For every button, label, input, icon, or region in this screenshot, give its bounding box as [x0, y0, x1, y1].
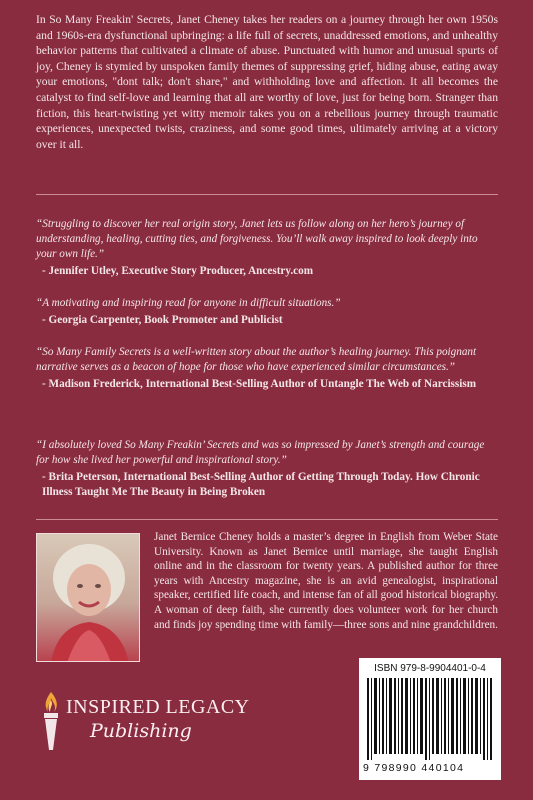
review-attribution: - Georgia Carpenter, Book Promoter and Publicist [42, 314, 283, 326]
torch-icon [38, 690, 64, 752]
publisher-logo [36, 690, 250, 770]
author-bio: Janet Bernice Cheney holds a master’s degree in English from Weber State University. Known as Janet Bernice until marriage, she taught English online and in the classroom for twenty years. A published author for three years with Ancestry magazine, she is an avid genealogist, inspirational speaker, certified life coach, and intense fan of all good historical biography. A woman of deep faith, she currently does volunteer work for her church and finds joy spending time with family—three sons and nine grandchildren. [154, 531, 498, 631]
publisher-subname: Publishing [90, 720, 192, 742]
review-quote-1 [36, 217, 498, 279]
barcode-icon [367, 678, 493, 760]
book-blurb: In So Many Freakin' Secrets, Janet Cheney takes her readers on a journey through her own 1950s and 1960s-era dysfunctional upbringing: a life full of secrets, unaddressed emotions, and unhealthy behavior patterns that cultivated a climate of abuse. Punctuated with humor and unusual spurts of joy, Cheney is stymied by unspoken family themes of suppressing grief, hiding abuse, eating away your emotions, "dont talk; don't share," and withholding love and affection. It all becomes the catalyst to find self-love and learning that all are worthy of love, just for being born. Stranger than fiction, this heart-twisting yet witty memoir takes you on a rebellious journey through traumatic experiences, unexpected twists, craziness, and some good times, ultimately arriving at a victory over it all. [36, 13, 498, 151]
review-text: “So Many Family Secrets is a well-written story about the author’s healing journey. This poignant narrative serves as a beacon of hope for those who have experienced similar circumstances.” [36, 346, 477, 373]
review-text: “A motivating and inspiring read for anyone in difficult situations.” [36, 297, 341, 309]
review-attribution: - Madison Frederick, International Best-Selling Author of Untangle The Web of Narcissism [42, 378, 477, 390]
author-portrait-illustration [37, 534, 140, 662]
publisher-name: INSPIRED LEGACY [66, 696, 250, 718]
review-attribution: - Jennifer Utley, Executive Story Producer, Ancestry.com [42, 265, 314, 277]
review-text: “Struggling to discover her real origin story, Janet lets us follow along on her hero’s journey of understanding, healing, cutting ties, and forgiveness. You’ll walk away inspired to look deeply into your own life.” [36, 218, 478, 260]
review-text: “I absolutely loved So Many Freakin’ Secrets and was so impressed by Janet’s strength and courage for how she lived her powerful and inspirational story.” [36, 439, 485, 466]
author-photo [36, 533, 140, 662]
review-quote-2 [36, 296, 498, 328]
review-quote-3 [36, 345, 498, 392]
review-attribution: - Brita Peterson, International Best-Selling Author of Getting Through Today. How Chronic Illness Taught Me The Beauty in Being Broken [42, 471, 480, 498]
barcode-digits: 9 798990 440104 [363, 762, 465, 774]
barcode-panel [359, 658, 501, 780]
review-quote-4 [36, 438, 498, 500]
divider-top [36, 194, 498, 195]
isbn-label: ISBN 979-8-9904401-0-4 [374, 663, 486, 674]
divider-bottom [36, 519, 498, 520]
